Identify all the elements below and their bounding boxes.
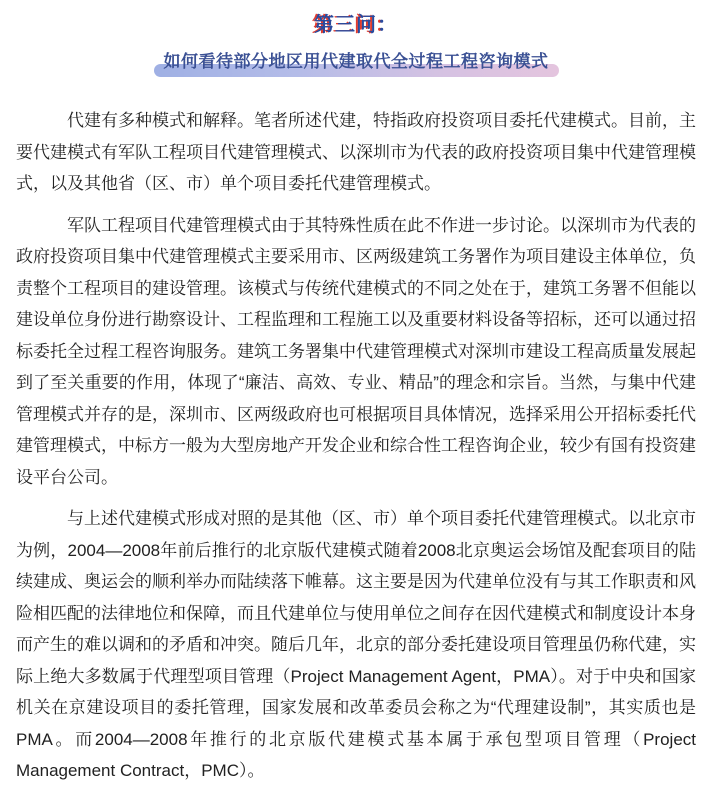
- paragraph-2: 军队工程项目代建管理模式由于其特殊性质在此不作进一步讨论。以深圳市为代表的政府投资项目集中代建管理模式主要采用市、区两级建筑工务署作为项目建设主体单位，负责整个工程项目的建设管理。该模式与传统代建模式的不同之处在于，建筑工务署不但能以建设单位身份进行勘察设计、工程监理和工程施工以及重要材料设备等招标，还可以通过招标委托全过程工程咨询服务。建筑工务署集中代建管理模式对深圳市建设工程高质量发展起到了至关重要的作用，体现了“廉洁、高效、专业、精品”的理念和宗旨。当然，与集中代建管理模式并存的是，深圳市、区两级政府也可根据项目具体情况，选择采用公开招标委托代建管理模式，中标方一般为大型房地产开发企业和综合性工程咨询企业，较少有国有投资建设平台公司。: [16, 215, 696, 487]
- paragraph-1: 代建有多种模式和解释。笔者所述代建，特指政府投资项目委托代建模式。目前，主要代建模式有军队工程项目代建管理模式、以深圳市为代表的政府投资项目集中代建管理模式，以及其他省（区、市）单个项目委托代建管理模式。: [16, 111, 696, 193]
- subtitle-text: 如何看待部分地区用代建取代全过程工程咨询模式: [163, 52, 549, 71]
- subtitle-row: [16, 50, 696, 75]
- paragraph-3: 与上述代建模式形成对照的是其他（区、市）单个项目委托代建管理模式。以北京市为例，2004—2008年前后推行的北京版代建模式随着2008北京奥运会场馆及配套项目的陆续建成、奥运会的顺利举办而陆续落下帷幕。这主要是因为代建单位没有与其工作职责和风险相匹配的法律地位和保障，而且代建单位与使用单位之间存在因代建模式和制度设计本身而产生的难以调和的矛盾和冲突。随后几年，北京的部分委托建设项目管理虽仍称代建，实际上绝大多数属于代理型项目管理（Project Management Agent，PMA）。对于中央和国家机关在京建设项目的委托管理，国家发展和改革委员会称之为“代理建设制”，其实质也是PMA。而2004—2008年推行的北京版代建模式基本属于承包型项目管理（Project Management Contract，PMC）。: [16, 509, 696, 780]
- page-title: 第三问：: [314, 14, 398, 36]
- page-subtitle: [164, 50, 549, 74]
- article-body: [16, 105, 696, 787]
